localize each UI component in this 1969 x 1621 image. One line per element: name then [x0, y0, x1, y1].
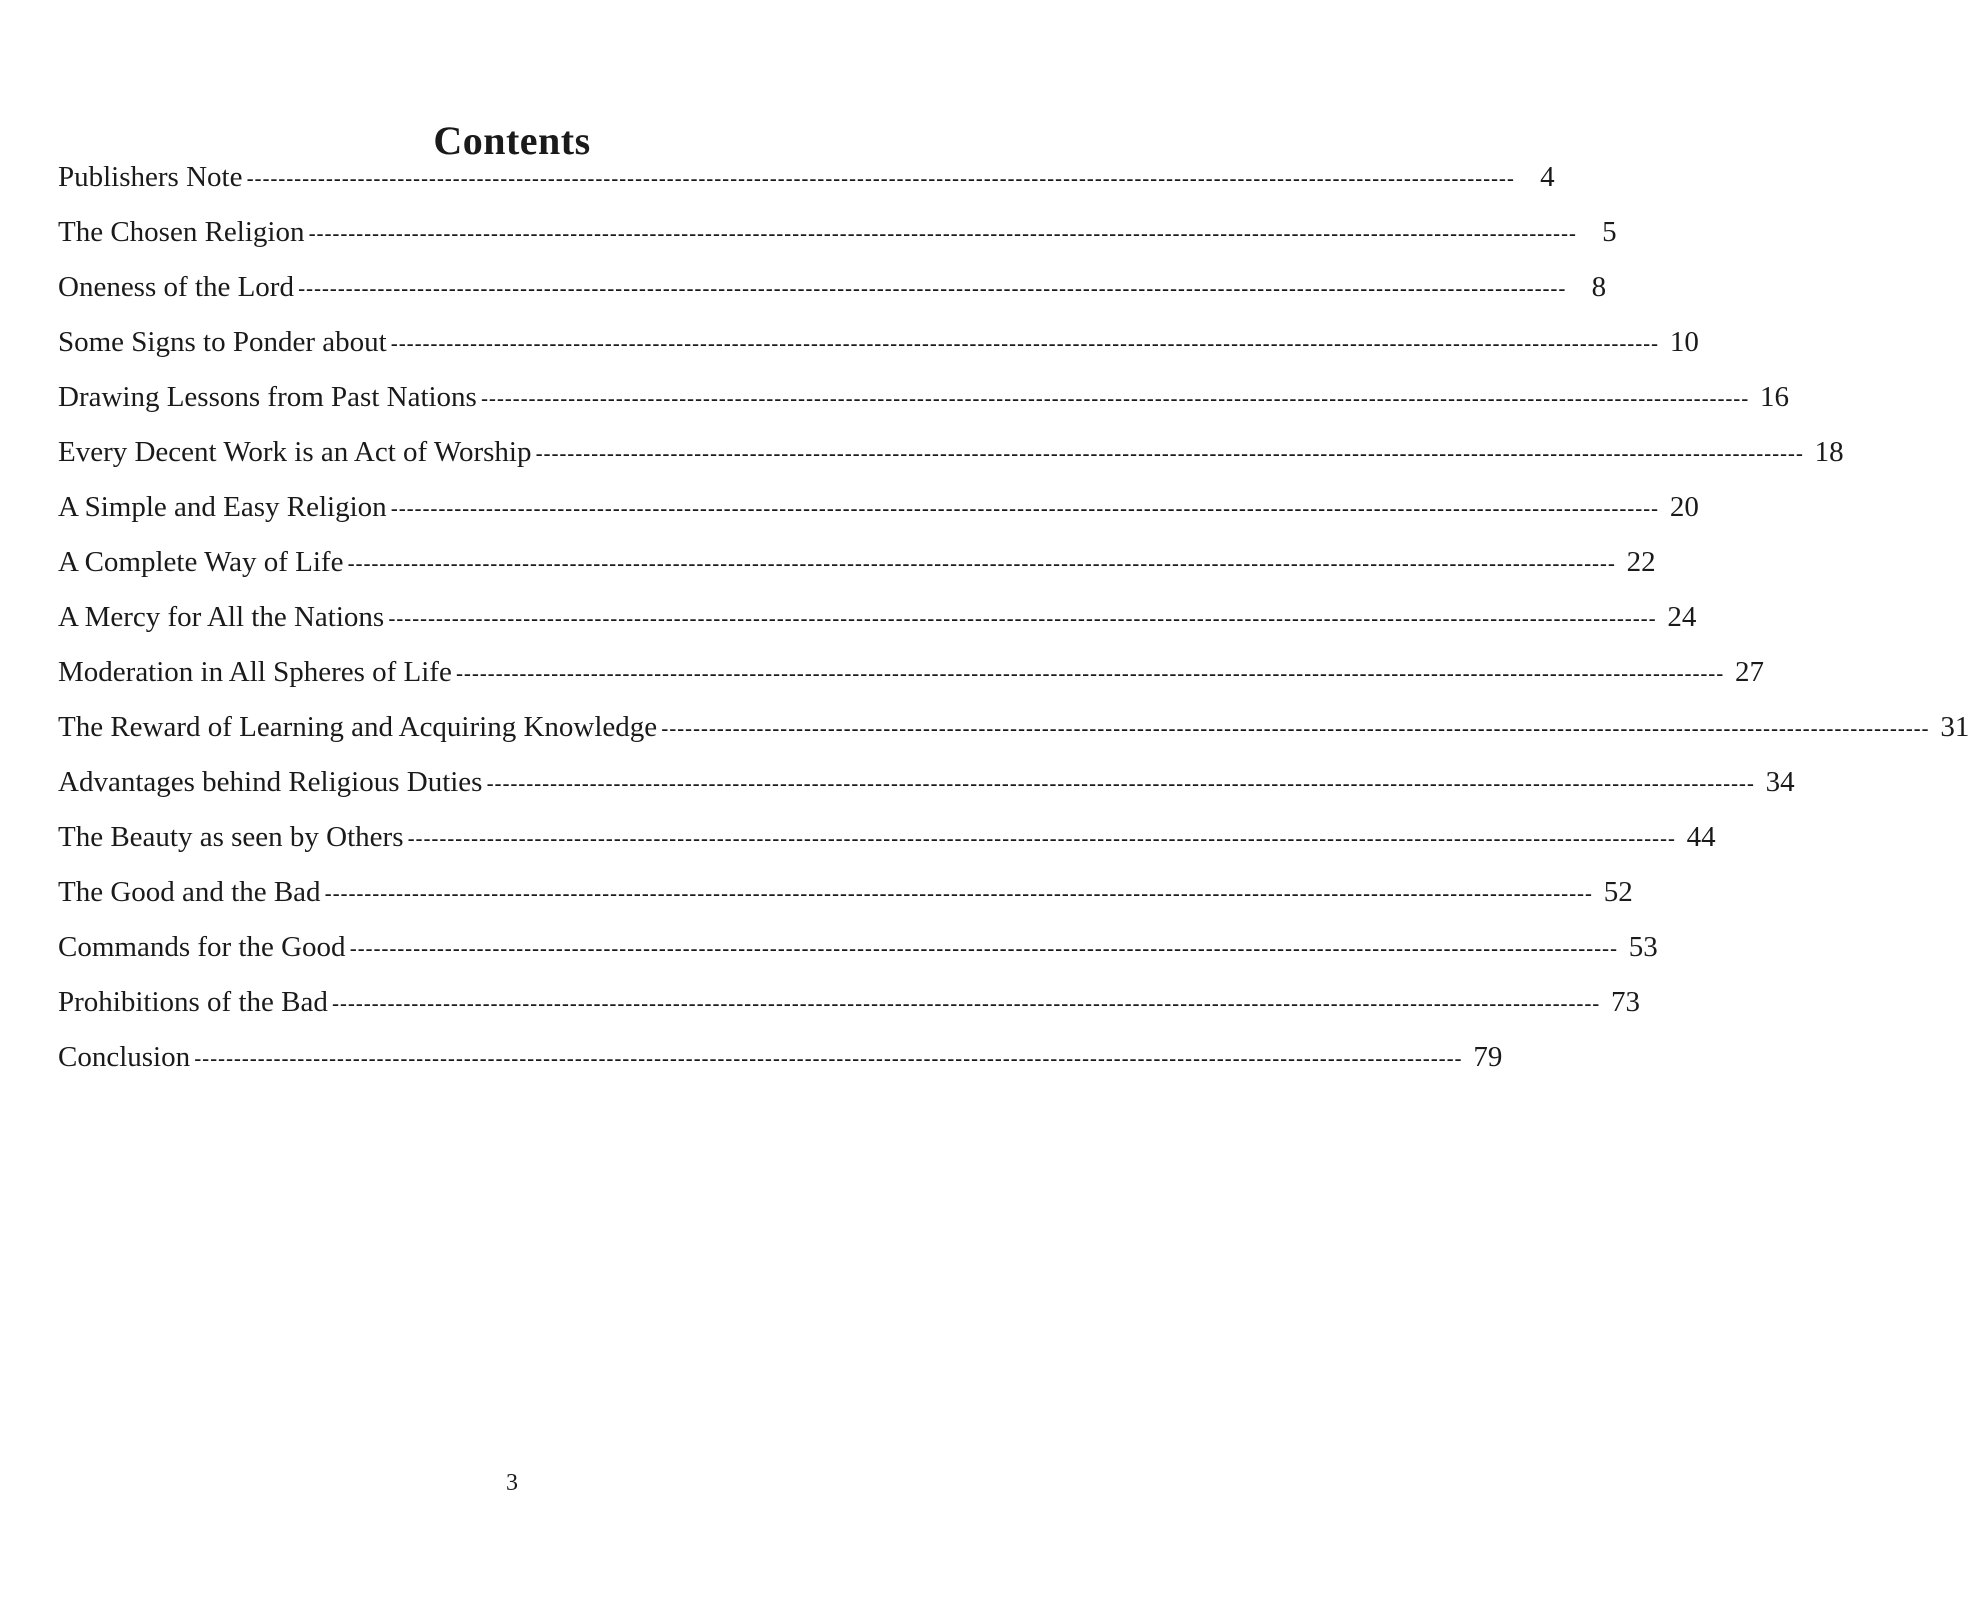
- toc-entry[interactable]: [58, 205, 1617, 260]
- toc-entry-page: 20: [1669, 491, 1699, 523]
- toc-entry-page: 52: [1603, 876, 1633, 908]
- toc-leader-dashes: ----------------------------------------------------------------------------------------------------------------------------------------------------------------: [480, 386, 1750, 411]
- toc-entry-page: 44: [1686, 821, 1716, 853]
- toc-entry-title: The Reward of Learning and Acquiring Knowledge: [58, 711, 658, 743]
- toc-entry[interactable]: [58, 865, 1633, 920]
- toc-leader-dashes: ----------------------------------------------------------------------------------------------------------------------------------------------------------------: [388, 606, 1657, 631]
- toc-entry[interactable]: [58, 700, 1969, 755]
- toc-entry[interactable]: [58, 810, 1716, 865]
- toc-entry-title: The Good and the Bad: [58, 876, 321, 908]
- toc-entry-title: The Chosen Religion: [58, 216, 305, 248]
- toc-entry-page: 18: [1814, 436, 1844, 468]
- toc-entry-page: 4: [1540, 161, 1555, 193]
- toc-entry-title: Every Decent Work is an Act of Worship: [58, 436, 532, 468]
- toc-entry[interactable]: [58, 370, 1790, 425]
- toc-entry-title: Moderation in All Spheres of Life: [58, 656, 452, 688]
- toc-leader-dashes: ----------------------------------------------------------------------------------------------------------------------------------------------------------------: [486, 771, 1755, 796]
- toc-entry[interactable]: [58, 755, 1795, 810]
- toc-entry-title: Advantages behind Religious Duties: [58, 766, 483, 798]
- toc-entry-page: 34: [1765, 766, 1795, 798]
- toc-entry-title: Oneness of the Lord: [58, 271, 294, 303]
- toc-entry-title: Some Signs to Ponder about: [58, 326, 387, 358]
- toc-leader-dashes: ----------------------------------------------------------------------------------------------------------------------------------------------------------------: [347, 551, 1616, 576]
- toc-entry-title: The Beauty as seen by Others: [58, 821, 404, 853]
- toc-leader-dashes: ----------------------------------------------------------------------------------------------------------------------------------------------------------------: [324, 881, 1593, 906]
- toc-leader-dashes: ----------------------------------------------------------------------------------------------------------------------------------------------------------------: [535, 441, 1804, 466]
- toc-leader-dashes: ----------------------------------------------------------------------------------------------------------------------------------------------------------------: [194, 1046, 1463, 1071]
- toc-entry[interactable]: [58, 425, 1844, 480]
- toc-entry[interactable]: [58, 260, 1607, 315]
- toc-leader-dashes: ----------------------------------------------------------------------------------------------------------------------------------------------------------------: [390, 496, 1659, 521]
- toc-entry-page: 53: [1628, 931, 1658, 963]
- toc-entry-title: Commands for the Good: [58, 931, 346, 963]
- toc-entry-title: Prohibitions of the Bad: [58, 986, 328, 1018]
- toc-entry-title: A Simple and Easy Religion: [58, 491, 387, 523]
- toc-leader-dashes: ----------------------------------------------------------------------------------------------------------------------------------------------------------------: [308, 221, 1577, 246]
- toc-entry-title: Conclusion: [58, 1041, 191, 1073]
- toc-entry-page: 27: [1735, 656, 1765, 688]
- toc-leader-dashes: ----------------------------------------------------------------------------------------------------------------------------------------------------------------: [407, 826, 1676, 851]
- toc-entry[interactable]: [58, 480, 1699, 535]
- table-of-contents: [58, 150, 1969, 1085]
- toc-leader-dashes: ----------------------------------------------------------------------------------------------------------------------------------------------------------------: [297, 276, 1567, 301]
- toc-entry-page: 31: [1940, 711, 1969, 743]
- toc-entry[interactable]: [58, 315, 1699, 370]
- page-number: 3: [506, 1470, 518, 1496]
- toc-entry-title: A Mercy for All the Nations: [58, 601, 385, 633]
- toc-entry[interactable]: [58, 920, 1658, 975]
- toc-entry[interactable]: [58, 590, 1697, 645]
- toc-entry-title: A Complete Way of Life: [58, 546, 344, 578]
- toc-entry[interactable]: [58, 1030, 1503, 1085]
- toc-entry-page: 16: [1760, 381, 1790, 413]
- toc-leader-dashes: ----------------------------------------------------------------------------------------------------------------------------------------------------------------: [661, 716, 1930, 741]
- toc-leader-dashes: ----------------------------------------------------------------------------------------------------------------------------------------------------------------: [246, 166, 1515, 191]
- toc-entry-title: Publishers Note: [58, 161, 243, 193]
- toc-entry-page: 73: [1611, 986, 1641, 1018]
- toc-entry-page: 79: [1473, 1041, 1503, 1073]
- toc-entry-page: 22: [1626, 546, 1656, 578]
- toc-entry-title: Drawing Lessons from Past Nations: [58, 381, 477, 413]
- toc-entry-page: 10: [1669, 326, 1699, 358]
- toc-entry-page: 24: [1667, 601, 1697, 633]
- toc-entry[interactable]: [58, 535, 1656, 590]
- toc-entry[interactable]: [58, 975, 1641, 1030]
- page-title: Contents: [433, 117, 591, 163]
- toc-entry-page: 5: [1602, 216, 1617, 248]
- toc-leader-dashes: ----------------------------------------------------------------------------------------------------------------------------------------------------------------: [455, 661, 1725, 686]
- toc-entry-page: 8: [1591, 271, 1607, 303]
- toc-leader-dashes: ----------------------------------------------------------------------------------------------------------------------------------------------------------------: [349, 936, 1618, 961]
- toc-leader-dashes: ----------------------------------------------------------------------------------------------------------------------------------------------------------------: [331, 991, 1601, 1016]
- toc-entry[interactable]: [58, 150, 1555, 205]
- toc-entry[interactable]: [58, 645, 1765, 700]
- toc-leader-dashes: ----------------------------------------------------------------------------------------------------------------------------------------------------------------: [390, 331, 1659, 356]
